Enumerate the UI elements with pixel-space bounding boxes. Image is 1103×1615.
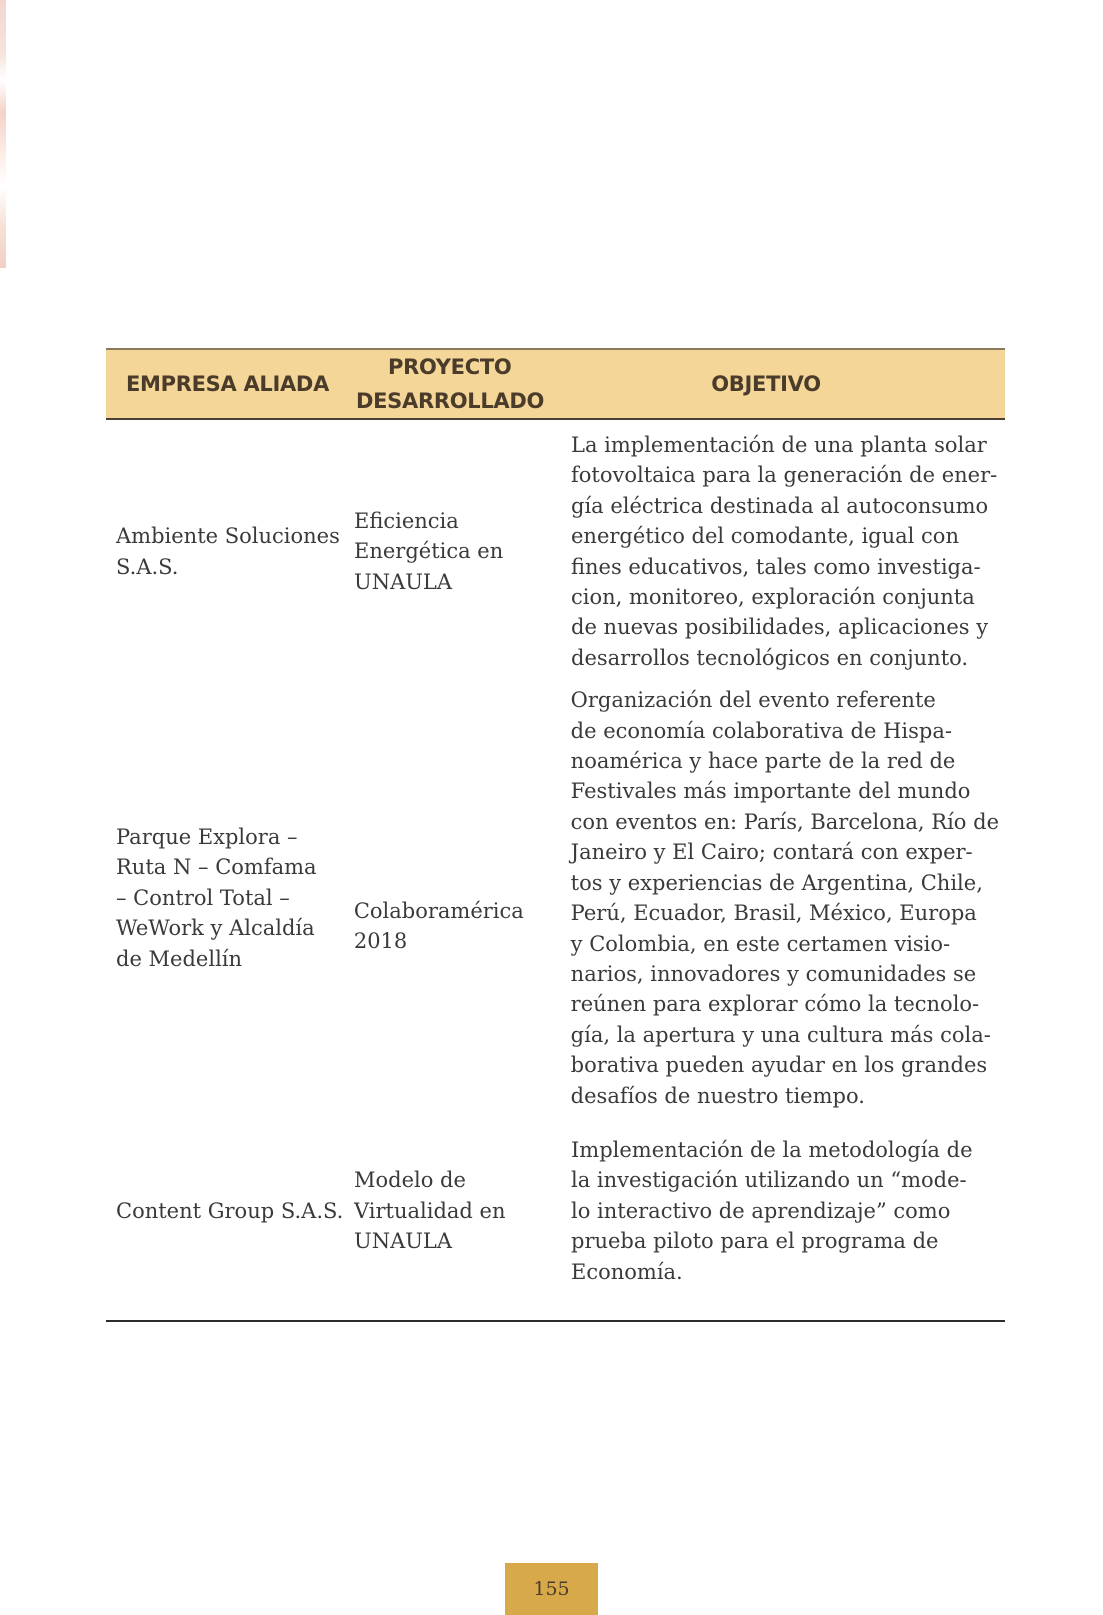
text-line: Ruta N – Comfama (116, 855, 317, 880)
table-row (106, 430, 1005, 673)
table-header (106, 348, 1005, 420)
text-line: la investigación utilizando un “mode- (571, 1168, 967, 1193)
text-line: Organización del evento referente (570, 688, 936, 713)
header-project-line1: PROYECTO (388, 355, 512, 379)
table-row (106, 685, 1005, 1111)
partners-table (106, 348, 1005, 1287)
text-line: UNAULA (354, 569, 453, 594)
text-line: UNAULA (354, 1229, 453, 1254)
cell-project (351, 840, 567, 957)
text-line: tos y experiencias de Argentina, Chile, (570, 870, 983, 895)
text-line: Colaboramérica (353, 898, 524, 923)
header-company: EMPRESA ALIADA (126, 372, 330, 396)
table-bottom-rule (106, 1320, 1005, 1322)
text-line: Energética en (354, 539, 504, 564)
text-line: desafíos de nuestro tiempo. (570, 1083, 865, 1108)
text-line: fotovoltaica para la generación de ener- (571, 463, 998, 488)
text-line: fines educativos, tales como investiga- (571, 554, 981, 579)
table-row (106, 1135, 1005, 1287)
cell-objective (567, 685, 1005, 1111)
text-line: Economía. (571, 1259, 683, 1284)
text-line: Implementación de la metodología de (571, 1137, 973, 1162)
text-line: Janeiro y El Cairo; contará con exper- (570, 840, 973, 865)
cell-project (351, 506, 567, 597)
text-line: lo interactivo de aprendizaje” como (571, 1198, 951, 1223)
text-line: Festivales más importante del mundo (570, 779, 971, 804)
text-line: Modelo de (354, 1168, 466, 1193)
cell-objective (567, 1135, 1005, 1287)
text-line: 2018 (353, 929, 408, 954)
text-line: cion, monitoreo, exploración conjunta (571, 585, 975, 610)
text-line: gía eléctrica destinada al autoconsumo (571, 493, 989, 518)
text-line: reúnen para explorar cómo la tecnolo- (570, 992, 980, 1017)
header-project-line2: DESARROLLADO (356, 389, 545, 413)
cell-company (106, 521, 351, 582)
text-line: narios, innovadores y comunidades se (570, 961, 977, 986)
text-line: prueba piloto para el programa de (571, 1229, 939, 1254)
text-line: energético del comodante, igual con (571, 524, 959, 549)
header-project (351, 350, 567, 418)
text-line: Parque Explora – (116, 825, 298, 850)
cell-objective (567, 430, 1005, 673)
text-line: de nuevas posibilidades, aplicaciones y (571, 615, 989, 640)
text-line: La implementación de una planta solar (571, 433, 987, 457)
text-line: – Control Total – (116, 885, 290, 910)
header-objective: OBJETIVO (711, 372, 821, 396)
text-line: Perú, Ecuador, Brasil, México, Europa (570, 901, 977, 926)
text-line: de Medellín (116, 946, 243, 971)
text-line: desarrollos tecnológicos en conjunto. (571, 645, 969, 670)
text-line: gía, la apertura y una cultura más cola- (570, 1022, 991, 1047)
page-number: 155 (505, 1563, 598, 1615)
text-line: Eficiencia (354, 509, 459, 534)
cell-company (106, 822, 351, 974)
text-line: de economía colaborativa de Hispa- (570, 718, 952, 743)
text-line: WeWork y Alcaldía (116, 916, 315, 941)
text-line: noamérica y hace parte de la red de (570, 749, 956, 774)
cell-project (351, 1165, 567, 1256)
text-line: S.A.S. (116, 554, 179, 579)
text-line: y Colombia, en este certamen visio- (570, 931, 951, 956)
text-line: Ambiente Soluciones (116, 524, 340, 549)
text-line: con eventos en: París, Barcelona, Río de (570, 809, 999, 834)
text-line: Content Group S.A.S. (116, 1198, 344, 1223)
text-line: borativa pueden ayudar en los grandes (570, 1053, 988, 1078)
cell-company (106, 1196, 351, 1226)
text-line: Virtualidad en (354, 1198, 506, 1223)
edge-decoration (0, 0, 6, 268)
